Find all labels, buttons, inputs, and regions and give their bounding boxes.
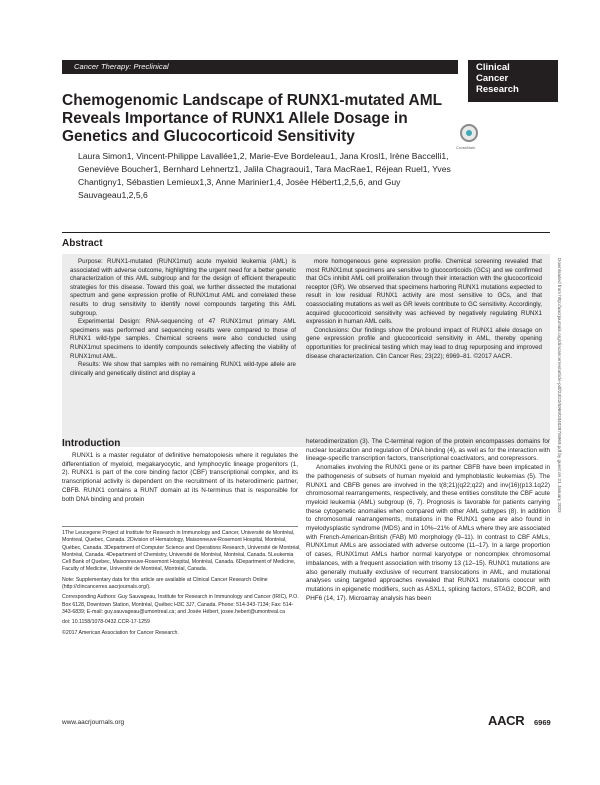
journal-line: Research (476, 84, 519, 95)
abstract-conclusions: Conclusions: Our findings show the profound impact of RUNX1 allele dosage on gene expression profile and glucocorticoid sensitivity in AML, thereby opening opportunities for preclinical testing which may lead to drug repurposing and improved disease characterization. Clin Cancer Res; 23(22); 6969–81. ©2017 AACR. (306, 326, 542, 360)
abstract-right-column (306, 258, 542, 361)
doi: doi: 10.1158/1078-0432.CCR-17-1259 (62, 619, 150, 626)
corresponding-authors: Corresponding Authors: Guy Sauvageau, Institute for Research in Immunology and Cancer (IRIC), P.O. Box 6128, Downtown Station, Montréal, Québec H3C 3J7, Canada. Phone: 514-343-7134; Fax: 514-343-6839; E-mail: guy.sauvageau@umontreal.ca; and Josée Hébert, josee.hebert@umontreal.ca (62, 594, 299, 615)
introduction-heading: Introduction (62, 438, 121, 449)
journal-line: Cancer (476, 73, 509, 84)
copyright: ©2017 American Association for Cancer Research. (62, 629, 179, 636)
intro-paragraph: heterodimerization (3). The C-terminal region of the protein encompasses domains for nuclear localization and regulation of DNA binding (4), as well as for the interaction with lineage-specific transcription factors, transcriptional coactivators, and corepressors. (306, 438, 550, 463)
abstract-design: Experimental Design: RNA-sequencing of 47 RUNX1mut primary AML specimens was performed and sequencing results were compared to those of RUNX1 wild-type samples. Chemical screens were also conducted using RUNX1mut specimens to identify compounds selectively affecting the viability of RUNX1mut AML. (70, 318, 296, 360)
aacr-logo: AACR (488, 713, 525, 728)
abstract-left-column (70, 258, 296, 378)
footer-url[interactable]: www.aacrjournals.org (62, 719, 125, 726)
crossmark-icon[interactable] (460, 124, 478, 142)
crossmark-label: CrossMark (456, 145, 476, 150)
abstract-heading: Abstract (62, 238, 103, 249)
intro-paragraph: RUNX1 is a master regulator of definitive hematopoiesis where it regulates the differentiation of myeloid, megakaryocytic, and lymphocytic lineage progenitors (1, 2). RUNX1 is part of the core binding factor (CBF) transcriptional complex, and its transcriptional activity is dependent on the recruitment of its heterodimeric partner, CBFB. RUNX1 contains a RUNT domain at its N-terminus that is responsible for both DNA binding and protein (62, 452, 298, 503)
abstract-results-cont: more homogeneous gene expression profile. Chemical screening revealed that most RUNX1mut specimens are sensitive to glucocorticoids (GCs) and we confirmed that GCs inhibit AML cell proliferation through their interaction with the glucocorticoid receptor (GR). We observed that specimens harboring RUNX1 mutations expected to result in low residual RUNX1 activity are most sensitive to GCs, and that coassociating mutations as well as GR levels contribute to GC sensitivity. Accordingly, acquired glucocorticoid sensitivity was achieved by negatively regulating RUNX1 expression in human AML cells. (306, 258, 542, 326)
footnotes (62, 530, 302, 640)
download-stamp-text: Downloaded from http://aacrjournals.org/clincancerres/article-pdf/23/22/6969/2040287/6969.pdf by guest on 21 January 2023 (557, 258, 562, 513)
intro-paragraph: Anomalies involving the RUNX1 gene or its partner CBFB have been implicated in the pathogenesis of subsets of human myeloid and lymphoblastic leukemias (5). The RUNX1 and CBFB genes are involved in the t(8;21)(q22;q22) and inv(16)(p13.1q22) chromosomal rearrangements, respectively, and these entities constitute the CBF acute myeloid leukemia (AML) subgroup (6, 7). Prognosis is favorable for patients carrying these cytogenetic anomalies when compared with other AML subtypes (8). In addition to chromosomal rearrangements, mutations in the RUNX1 gene are also found in myelodysplastic syndrome (MDS) and in 10%–21% of AMLs where they are associated with French-American-British (FAB) M0 morphology (9–11). In contrast to CBF AMLs, RUNX1mut AMLs are associated with adverse outcome (11–17). In a large proportion of cases, RUNX1mut AMLs harbor normal karyotype or noncomplex chromosomal imbalances, with a frequent association with trisomy 13 (12–15). RUNX1 mutations are also generally mutually exclusive of recurrent translocations in AML, and mutational analyses using targeted approaches revealed that RUNX1 mutations cooccur with mutations in epigenetic modifiers, such as ASXL1, splicing factors, STAG2, BCOR, and PHF6 (14, 17). Microarray analysis has been (306, 464, 550, 602)
download-stamp (556, 258, 564, 558)
divider (62, 232, 550, 233)
section-bar (62, 60, 458, 74)
author-list: Laura Simon1, Vincent-Philippe Lavallée1,2, Marie-Eve Bordeleau1, Jana Krosl1, Irène Baccelli1, Geneviève Boucher1, Bernhard Lehnertz1, Jalila Chagraoui1, Tara MacRae1, Réjean Ruel1, Yves Chantigny1, Sébastien Lemieux1,3, Anne Marinier1,4, Josée Hébert1,2,5,6, and Guy Sauvageau1,2,5,6 (78, 151, 451, 200)
journal-badge (468, 60, 558, 102)
abstract-results: Results: We show that samples with no remaining RUNX1 wild-type allele are clinically and genetically distinct and display a (70, 361, 296, 377)
affiliations: 1The Leucegene Project at Institute for Research in Immunology and Cancer, Université de Montréal, Montreal, Quebec, Canada. 2Division of Hematology, Maisonneuve-Rosemont Hospital, Montréal, Québec, Canada. 3Department of Computer Science and Operations Research, Université de Montréal, Montréal, Canada. 4Department of Chemistry, Université de Montréal, Montréal, Canada. 5Leukemia Cell Bank of Quebec, Maisonneuve-Rosemont Hospital, Montréal, Canada. 6Department of Medicine, Faculty of Medicine, Université de Montréal, Montréal, Canada. (62, 530, 301, 573)
abstract-purpose: Purpose: RUNX1-mutated (RUNX1mut) acute myeloid leukemia (AML) is associated with adverse outcome, highlighting the urgent need for a better genetic characterization of this AML subgroup and for the design of efficient therapeutic strategies for this disease. Toward this goal, we further dissected the mutational spectrum and gene expression profile of RUNX1mut AML and correlated these results to drug sensitivity to identify novel compounds targeting this AML subgroup. (70, 258, 296, 317)
journal-line: Clinical (476, 62, 510, 73)
page-number: 6969 (534, 718, 551, 727)
intro-right-column (306, 438, 550, 603)
intro-left-column (62, 452, 298, 504)
section-label: Cancer Therapy: Preclinical (74, 62, 169, 71)
article-title: Chemogenomic Landscape of RUNX1-mutated AML Reveals Importance of RUNX1 Allele Dosage in Genetics and Glucocorticoid Sensitivity (62, 92, 442, 145)
footnote-divider (62, 526, 298, 527)
supplementary-note: Note: Supplementary data for this article are available at Clinical Cancer Research Online (http://clincancerres.aacrjournals.org/). (62, 576, 268, 591)
